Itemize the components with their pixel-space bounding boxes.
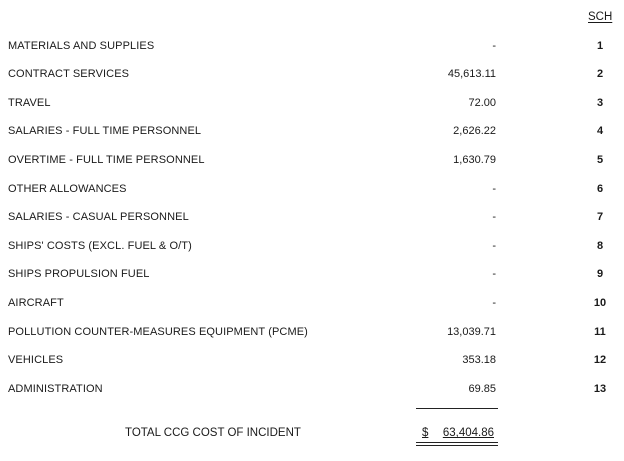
cost-row bbox=[0, 209, 624, 225]
cost-row-amount: - bbox=[492, 211, 496, 223]
total-double-rule-bottom bbox=[416, 445, 498, 446]
cost-row-label: MATERIALS AND SUPPLIES bbox=[8, 40, 155, 52]
cost-row bbox=[0, 352, 624, 368]
cost-row-label: OVERTIME - FULL TIME PERSONNEL bbox=[8, 154, 205, 166]
cost-row-label: CONTRACT SERVICES bbox=[8, 68, 130, 80]
cost-row bbox=[0, 238, 624, 254]
cost-row-schedule-number: 3 bbox=[596, 97, 604, 109]
cost-row-schedule-number: 9 bbox=[596, 268, 604, 280]
cost-row-amount: - bbox=[492, 183, 496, 195]
cost-row bbox=[0, 66, 624, 82]
cost-row-schedule-number: 5 bbox=[596, 154, 604, 166]
cost-row-schedule-number: 6 bbox=[596, 183, 604, 195]
cost-row-schedule-number: 7 bbox=[596, 211, 604, 223]
cost-row bbox=[0, 123, 624, 139]
total-currency: $ bbox=[422, 427, 429, 439]
cost-row-schedule-number: 8 bbox=[596, 240, 604, 252]
cost-row-label: SALARIES - FULL TIME PERSONNEL bbox=[8, 125, 202, 137]
cost-row-label: TRAVEL bbox=[8, 97, 51, 109]
cost-row bbox=[0, 38, 624, 54]
sch-column-header: SCH bbox=[588, 11, 613, 23]
cost-row-schedule-number: 11 bbox=[594, 326, 606, 338]
cost-row bbox=[0, 95, 624, 111]
cost-row bbox=[0, 381, 624, 397]
cost-row-amount: - bbox=[492, 240, 496, 252]
cost-row-amount: 45,613.11 bbox=[447, 68, 496, 80]
cost-row-amount: 72.00 bbox=[468, 97, 496, 109]
cost-row-label: SALARIES - CASUAL PERSONNEL bbox=[8, 211, 189, 223]
cost-row-amount: 2,626.22 bbox=[453, 125, 496, 137]
cost-row-label: SHIPS PROPULSION FUEL bbox=[8, 268, 150, 280]
cost-row-amount: 13,039.71 bbox=[447, 326, 496, 338]
cost-row bbox=[0, 152, 624, 168]
cost-row bbox=[0, 181, 624, 197]
cost-row-label: VEHICLES bbox=[8, 354, 64, 366]
cost-row-schedule-number: 1 bbox=[596, 40, 604, 52]
cost-row-schedule-number: 13 bbox=[593, 383, 607, 395]
total-value: 63,404.86 bbox=[442, 427, 494, 439]
subtotal-rule bbox=[416, 408, 498, 409]
cost-row-amount: 69.85 bbox=[468, 383, 496, 395]
cost-row bbox=[0, 295, 624, 311]
total-label: TOTAL CCG COST OF INCIDENT bbox=[125, 427, 301, 439]
cost-row-amount: - bbox=[492, 268, 496, 280]
cost-row-schedule-number: 10 bbox=[593, 297, 607, 309]
total-double-rule-top bbox=[416, 442, 498, 443]
cost-row-amount: - bbox=[492, 40, 496, 52]
cost-row-label: OTHER ALLOWANCES bbox=[8, 183, 127, 195]
cost-row-label: ADMINISTRATION bbox=[8, 383, 103, 395]
cost-row-schedule-number: 4 bbox=[596, 125, 604, 137]
cost-row bbox=[0, 324, 624, 340]
cost-row-amount: 1,630.79 bbox=[453, 154, 496, 166]
cost-row-label: SHIPS' COSTS (EXCL. FUEL & O/T) bbox=[8, 240, 192, 252]
cost-row-schedule-number: 2 bbox=[596, 68, 604, 80]
cost-row bbox=[0, 266, 624, 282]
cost-row-label: AIRCRAFT bbox=[8, 297, 64, 309]
cost-row-label: POLLUTION COUNTER-MEASURES EQUIPMENT (PCME) bbox=[8, 326, 308, 338]
cost-row-schedule-number: 12 bbox=[593, 354, 607, 366]
cost-row-amount: 353.18 bbox=[462, 354, 496, 366]
cost-row-amount: - bbox=[492, 297, 496, 309]
